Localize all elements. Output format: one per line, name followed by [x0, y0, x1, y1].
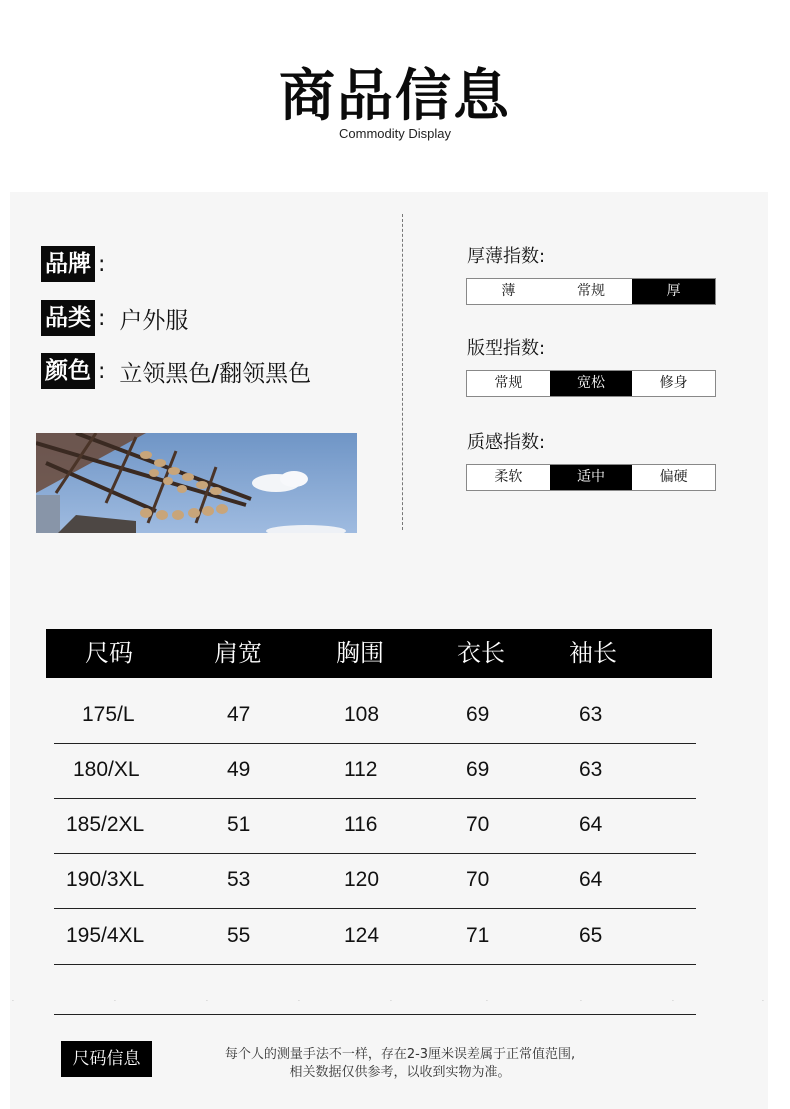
- page-title: 商品信息: [279, 64, 511, 129]
- index-option: 柔软: [494, 469, 523, 485]
- header-chest: 胸围: [336, 639, 384, 667]
- dot-marker: ·: [580, 998, 582, 1005]
- dot-marker: ·: [672, 998, 674, 1005]
- attr-label: 品牌: [41, 246, 95, 282]
- cell-sleeve: 63: [579, 758, 603, 781]
- thickness-index-bar: [466, 278, 716, 305]
- header-sleeve: 袖长: [569, 639, 617, 667]
- attr-value: 立领黑色/翻领黑色: [119, 360, 312, 387]
- dot-marker: ·: [12, 998, 14, 1005]
- cell-length: 69: [466, 758, 490, 781]
- attr-colon: :: [98, 251, 106, 277]
- attr-label: 颜色: [41, 353, 95, 389]
- thickness-index-title: 厚薄指数:: [467, 246, 546, 267]
- cell-length: 71: [466, 924, 490, 947]
- attr-category: [41, 300, 188, 336]
- cell-sleeve: 64: [579, 813, 603, 836]
- dot-marker: ·: [206, 998, 208, 1005]
- cell-length: 69: [466, 703, 490, 726]
- cell-size: 185/2XL: [66, 813, 145, 836]
- cell-shoulder: 53: [227, 868, 251, 891]
- attr-colon: :: [98, 305, 106, 331]
- table-row: [54, 854, 696, 909]
- cell-size: 180/XL: [73, 758, 140, 781]
- cell-size: 190/3XL: [66, 868, 145, 891]
- cell-chest: 124: [344, 924, 380, 947]
- cell-shoulder: 51: [227, 813, 251, 836]
- cell-shoulder: 47: [227, 703, 251, 726]
- header-length: 衣长: [457, 639, 505, 667]
- index-option: 常规: [577, 283, 605, 299]
- cell-shoulder: 55: [227, 924, 251, 947]
- texture-index-bar: [466, 464, 716, 491]
- cell-size: 175/L: [82, 703, 135, 726]
- cell-chest: 116: [344, 813, 378, 836]
- cell-sleeve: 64: [579, 868, 603, 891]
- dot-marker: ·: [486, 998, 488, 1005]
- cell-shoulder: 49: [227, 758, 251, 781]
- fit-index-bar: [466, 370, 716, 397]
- note-line-2: 相关数据仅供参考，以收到实物为准。: [289, 1065, 511, 1080]
- footer-divider: [54, 1014, 696, 1015]
- cell-size: 195/4XL: [66, 924, 145, 947]
- cell-chest: 112: [344, 758, 378, 781]
- dot-marker: ·: [390, 998, 392, 1005]
- dot-marker: ·: [298, 998, 300, 1005]
- table-row: [54, 799, 696, 854]
- cell-length: 70: [466, 868, 490, 891]
- dot-marker: ·: [114, 998, 116, 1005]
- page-subtitle: Commodity Display: [339, 126, 451, 141]
- header-size: 尺码: [85, 639, 133, 667]
- fit-index-title: 版型指数:: [467, 338, 546, 359]
- table-row: [54, 744, 696, 799]
- index-option: 修身: [659, 375, 688, 391]
- attr-colon: :: [98, 358, 106, 384]
- index-option: 常规: [494, 375, 523, 391]
- cell-length: 70: [466, 813, 490, 836]
- header-shoulder: 肩宽: [214, 639, 262, 667]
- attr-value: 户外服: [119, 307, 189, 334]
- texture-index-title: 质感指数:: [467, 432, 546, 453]
- cell-chest: 108: [344, 703, 380, 726]
- index-option-selected: 宽松: [550, 371, 633, 396]
- index-option: 偏硬: [659, 469, 688, 485]
- dashed-divider: [402, 214, 403, 530]
- attr-brand: [41, 246, 119, 282]
- index-option: 薄: [501, 283, 516, 299]
- dot-marker: ·: [762, 998, 764, 1005]
- table-row: [54, 689, 696, 744]
- note-line-1: 每个人的测量手法不一样，存在2-3厘米误差属于正常值范围,: [224, 1047, 576, 1062]
- attr-label: 品类: [41, 300, 95, 336]
- index-option-selected: 厚: [632, 279, 715, 304]
- cell-sleeve: 65: [579, 924, 603, 947]
- index-option-selected: 适中: [550, 465, 633, 490]
- product-photo: [36, 433, 357, 533]
- table-row: [54, 910, 696, 965]
- size-table-header: [46, 629, 712, 678]
- attr-color: [41, 353, 311, 389]
- cell-sleeve: 63: [579, 703, 603, 726]
- cell-chest: 120: [344, 868, 380, 891]
- size-info-note: [190, 1046, 610, 1082]
- size-info-label: 尺码信息: [61, 1041, 152, 1077]
